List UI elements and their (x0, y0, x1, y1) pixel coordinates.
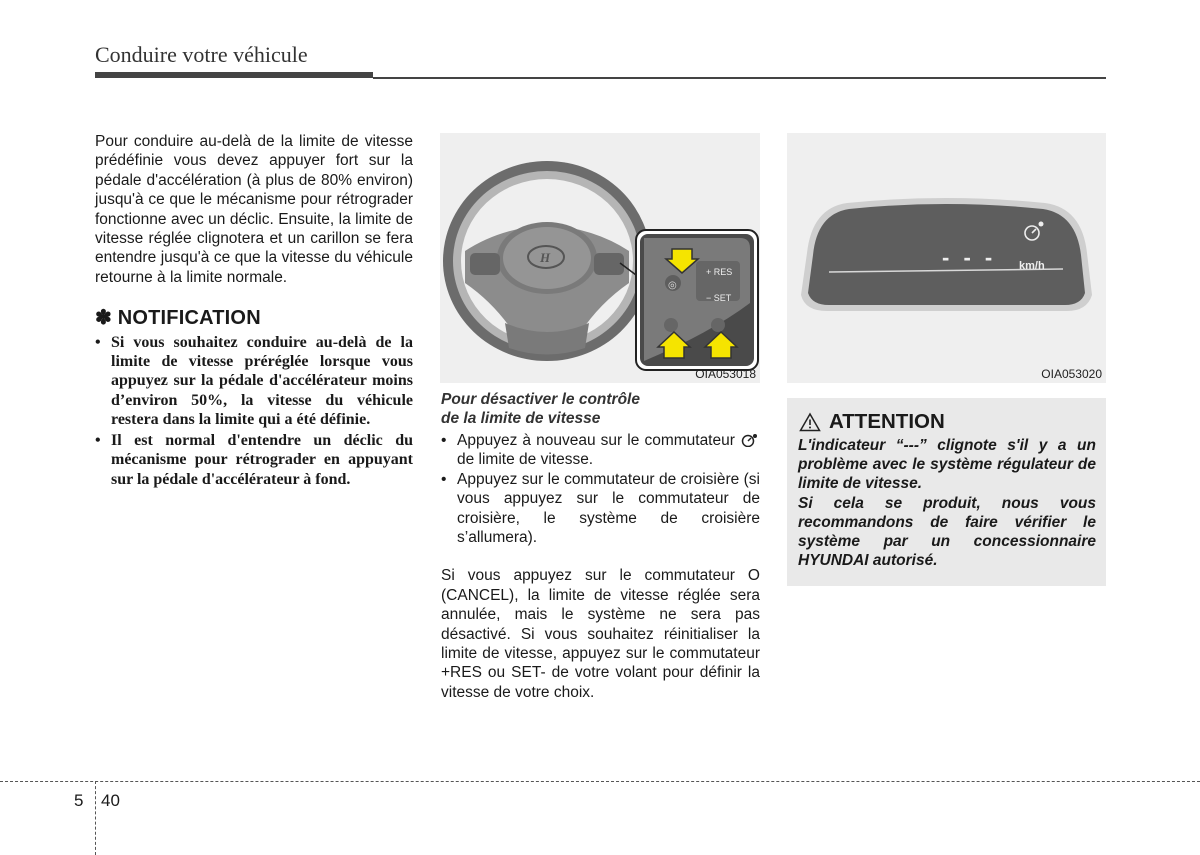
notification-list (95, 333, 413, 489)
display-unit: km/h (1019, 260, 1045, 272)
notification-heading: ✽ NOTIFICATION (95, 307, 261, 330)
footer-rule (0, 781, 1200, 782)
display-dashes: - - - (942, 245, 997, 270)
attention-header (799, 410, 945, 434)
figure-code: OIA053018 (695, 367, 756, 381)
attention-body: L'indicateur “---” clignote s'il y a un problème avec le système régulateur de limite de vitesse. Si cela se produit, nous vous recommandons de faire vérifier le système par un concessionnaire HYUNDAI autorisé. (798, 437, 1096, 570)
cancel-paragraph: Si vous appuyez sur le commutateur O (CANCEL), la limite de vitesse réglée sera annulée, mais le système ne sera pas désactivé. Si vous souhaitez réinitialiser la limite de vitesse, appuyez sur le commutateur +RES ou SET- de votre volant pour définir la vitesse de votre choix. (441, 567, 760, 701)
header-rule-thick (95, 72, 373, 78)
set-label: − SET (706, 293, 732, 303)
attention-title: ATTENTION (829, 410, 945, 433)
header-rule-thin (373, 77, 1106, 79)
bullet-list (441, 431, 760, 547)
bullet-item: • Appuyez sur le commutateur de croisière (si vous appuyez sur le commutateur de croisière, le système de croisière s’allumera). (441, 470, 760, 548)
footer-vertical-rule (95, 781, 96, 855)
section-title: Pour désactiver le contrôle de la limite de vitesse (441, 391, 640, 428)
left-column (95, 132, 413, 490)
bullet-item: • Appuyez à nouveau sur le commutateur de limite de vitesse. (441, 431, 760, 470)
svg-text:◎: ◎ (668, 280, 677, 291)
warning-triangle-icon (799, 412, 821, 432)
figure-code: OIA053020 (1041, 367, 1102, 381)
cluster-display-figure (787, 133, 1106, 383)
middle-column (441, 431, 760, 702)
page-number: 40 (101, 791, 120, 810)
speed-limiter-icon (740, 433, 760, 447)
page-header-title: Conduire votre véhicule (95, 42, 308, 67)
notification-item: • Si vous souhaitez conduire au-delà de la limite de vitesse préréglée lorsque vous appuyez sur la pédale d'accélérateur moins d’environ 50%, la vitesse du véhicule restera dans la limite qui a été définie. (95, 333, 413, 430)
cluster-display-illustration (787, 133, 1106, 383)
intro-paragraph: Pour conduire au-delà de la limite de vitesse prédéfinie vous devez appuyer fort sur la pédale d'accélération (à plus de 80% environ) jusqu'à ce que le mécanisme pour rétrograder fonctionne avec un déclic. Ensuite, la limite de vitesse réglée clignotera et un carillon se fera entendre jusqu'à ce que la vitesse du véhicule retourne à la limite normale. (95, 133, 413, 286)
attention-box (787, 398, 1106, 586)
steering-wheel-illustration (440, 133, 760, 383)
notification-item: • Il est normal d'entendre un déclic du mécanisme pour rétrograder en appuyant sur la pédale d'accélérateur à fond. (95, 431, 413, 489)
svg-text:H: H (540, 250, 551, 265)
section-number: 5 (74, 791, 84, 810)
steering-wheel-figure (440, 133, 760, 383)
res-label: + RES (706, 267, 733, 277)
